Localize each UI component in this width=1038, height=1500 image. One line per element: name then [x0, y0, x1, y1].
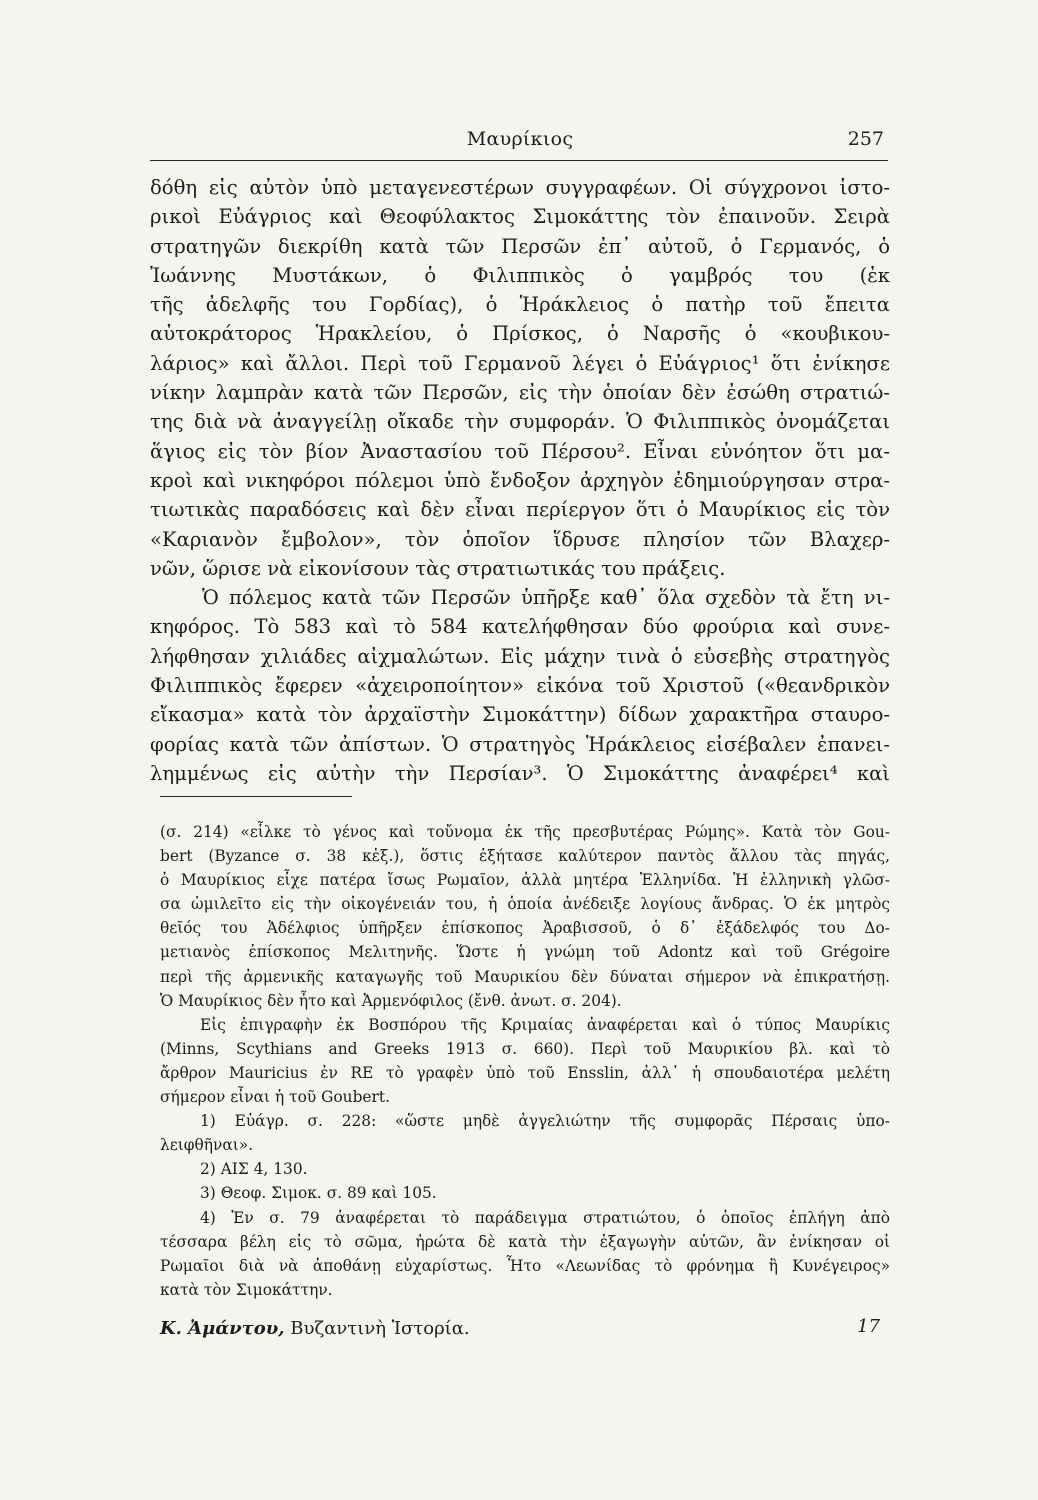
footnote-line: μετιανὸς ἐπίσκοπος Μελιτηνῆς. Ὥστε ἡ γνώμη τοῦ Adontz καὶ τοῦ Grégoire	[160, 943, 890, 962]
footnote-line: λειφθῆναι».	[160, 1136, 254, 1155]
text-line: εἴκασμα» κατὰ τὸν ἀρχαϊστὴν Σιμοκάττην) δίδων χαρακτῆρα σταυρο-	[150, 703, 890, 727]
text-line: κροὶ καὶ νικηφόροι πόλεμοι ὑπὸ ἔνδοξον ἀρχηγὸν ἐδημιούργησαν στρα-	[150, 468, 890, 492]
text-line: κηφόρος. Τὸ 583 καὶ τὸ 584 κατελήφθησαν δύο φρούρια καὶ συνε-	[150, 615, 890, 639]
footnote-line: 2) ΑΙΣ 4, 130.	[200, 1160, 308, 1179]
footnote-line: Ὁ Μαυρίκιος δὲν ἦτο καὶ Ἀρμενόφιλος (ἔνθ. ἀνωτ. σ. 204).	[160, 991, 622, 1010]
text-line: στρατηγῶν διεκρίθη κατὰ τῶν Περσῶν ἐπ᾽ αὐτοῦ, ὁ Γερμανός, ὁ	[150, 234, 890, 258]
book-signature	[160, 1318, 470, 1339]
text-line: νῶν, ὥρισε νὰ εἰκονίσουν τὰς στρατιωτικάς του πράξεις.	[150, 556, 726, 580]
text-line: φορίας κατὰ τῶν ἀπίστων. Ὁ στρατηγὸς Ἡράκλειος εἰσέβαλεν ἐπανει-	[150, 732, 890, 756]
text-line: Φιλιππικὸς ἔφερεν «ἀχειροποίητον» εἰκόνα τοῦ Χριστοῦ («θεανδρικὸν	[150, 674, 890, 698]
text-line: της διὰ νὰ ἀναγγείλῃ οἴκαδε τὴν συμφοράν. Ὁ Φιλιππικὸς ὀνομάζεται	[150, 410, 890, 434]
footnote-line: θεῖός του Ἀδέλφιος ὑπῆρξεν ἐπίσκοπος Ἀραβισσοῦ, ὁ δ᾽ ἐξάδελφός του Δο-	[160, 919, 890, 938]
footnote-line: Εἰς ἐπιγραφὴν ἐκ Βοσπόρου τῆς Κριμαίας ἀναφέρεται καὶ ὁ τύπος Μαυρίκις	[200, 1015, 890, 1034]
footnote-line: σήμερον εἶναι ἡ τοῦ Goubert.	[160, 1088, 390, 1107]
signature-author: Κ. Ἀμάντου,	[160, 1318, 285, 1339]
signature-book-title: Βυζαντινὴ Ἱστορία.	[290, 1318, 470, 1339]
footnote-line: (σ. 214) «εἷλκε τὸ γένος καὶ τοὔνομα ἐκ τῆς πρεσβυτέρας Ρώμης». Κατὰ τὸν Gou-	[160, 823, 890, 841]
main-text	[150, 173, 890, 788]
signature-mark: 17	[857, 1316, 880, 1337]
text-line: λημμένως εἰς αὐτὴν τὴν Περσίαν³. Ὁ Σιμοκάττης ἀναφέρει⁴ καὶ	[150, 761, 890, 785]
footnote-line: Ρωμαῖοι διὰ νὰ ἀποθάνῃ εὐχαρίστως. Ἦτο «Λεωνίδας τὸ φρόνημα ἢ Κυνέγειρος»	[160, 1256, 890, 1275]
footnote-line: ὁ Μαυρίκιος εἶχε πατέρα ἴσως Ρωμαῖον, ἀλλὰ μητέρα Ἑλληνίδα. Ἡ ἑλληνικὴ γλῶσ-	[160, 871, 890, 890]
page-number: 257	[847, 128, 884, 150]
footnote-line: 1) Εὐάγρ. σ. 228: «ὥστε μηδὲ ἀγγελιώτην τῆς συμφορᾶς Πέρσαις ὑπο-	[200, 1112, 890, 1131]
footnote-line: 3) Θεοφ. Σιμοκ. σ. 89 καὶ 105.	[200, 1184, 437, 1203]
footnote-rule	[160, 796, 352, 797]
text-line: ρικοὶ Εὐάγριος καὶ Θεοφύλακτος Σιμοκάττης τὸν ἐπαινοῦν. Σειρὰ	[150, 205, 890, 229]
header-rule	[150, 160, 888, 161]
footnote-line: ἄρθρον Mauricius ἐν RE τὸ γραφὲν ὑπὸ τοῦ Ensslin, ἀλλ᾽ ἡ σπουδαιοτέρα μελέτη	[160, 1063, 890, 1082]
running-title: Μαυρίκιος	[466, 128, 574, 150]
text-line: Ὁ πόλεμος κατὰ τῶν Περσῶν ὑπῆρξε καθ᾽ ὅλα σχεδὸν τὰ ἔτη νι-	[202, 586, 890, 610]
text-line: λάριος» καὶ ἄλλοι. Περὶ τοῦ Γερμανοῦ λέγει ὁ Εὐάγριος¹ ὅτι ἐνίκησε	[150, 351, 890, 375]
footnote-line: bert (Byzance σ. 38 κἑξ.), ὅστις ἐξήτασε καλύτερον παντὸς ἄλλου τὰς πηγάς,	[160, 847, 890, 866]
footnote-line: τέσσαρα βέλη εἰς τὸ σῶμα, ἠρώτα δὲ κατὰ τὴν ἐξαγωγὴν αὐτῶν, ἂν ἐνίκησαν οἱ	[160, 1232, 890, 1251]
page-header	[150, 124, 890, 156]
text-line: αὐτοκράτορος Ἡρακλείου, ὁ Πρίσκος, ὁ Ναρσῆς ὁ «κουβικου-	[150, 322, 890, 346]
text-line: «Καριανὸν ἔμβολον», τὸν ὁποῖον ἵδρυσε πλησίον τῶν Βλαχερ-	[150, 527, 890, 551]
text-line: δόθη εἰς αὐτὸν ὑπὸ μεταγενεστέρων συγγραφέων. Οἱ σύγχρονοι ἱστο-	[150, 176, 890, 199]
footnote-line: περὶ τῆς ἀρμενικῆς καταγωγῆς τοῦ Μαυρικίου δὲν δύναται σήμερον νὰ ἐπικρατήσῃ.	[160, 967, 890, 986]
text-line: νίκην λαμπρὰν κατὰ τῶν Περσῶν, εἰς τὴν ὁποίαν δὲν ἐσώθη στρατιώ-	[150, 381, 890, 405]
text-line: τῆς ἀδελφῆς του Γορδίας), ὁ Ἡράκλειος ὁ πατὴρ τοῦ ἔπειτα	[150, 293, 890, 317]
footnote-line: κατὰ τὸν Σιμοκάττην.	[160, 1280, 333, 1299]
page-footer	[160, 1318, 880, 1348]
text-line: Ἰωάννης Μυστάκων, ὁ Φιλιππικὸς ὁ γαμβρός του (ἐκ	[150, 263, 890, 287]
text-line: ἅγιος εἰς τὸν βίον Ἀναστασίου τοῦ Πέρσου². Εἶναι εὐνόητον ὅτι μα-	[150, 439, 890, 463]
text-line: τιωτικὰς παραδόσεις καὶ δὲν εἶναι περίεργον ὅτι ὁ Μαυρίκιος εἰς τὸν	[150, 498, 890, 522]
text-line: λήφθησαν χιλιάδες αἰχμαλώτων. Εἰς μάχην τινὰ ὁ εὐσεβὴς στρατηγὸς	[150, 644, 890, 668]
footnote-line: (Minns, Scythians and Greeks 1913 σ. 660). Περὶ τοῦ Μαυρικίου βλ. καὶ τὸ	[160, 1039, 890, 1058]
footnote-line: σα ὡμιλεῖτο εἰς τὴν οἰκογένειάν του, ἡ ὁποία ἀνέδειξε λογίους ἄνδρας. Ὁ ἐκ μητρὸς	[160, 895, 890, 914]
footnote-line: 4) Ἐν σ. 79 ἀναφέρεται τὸ παράδειγμα στρατιώτου, ὁ ὁποῖος ἐπλήγη ἀπὸ	[200, 1208, 890, 1227]
footnotes	[160, 820, 890, 1302]
